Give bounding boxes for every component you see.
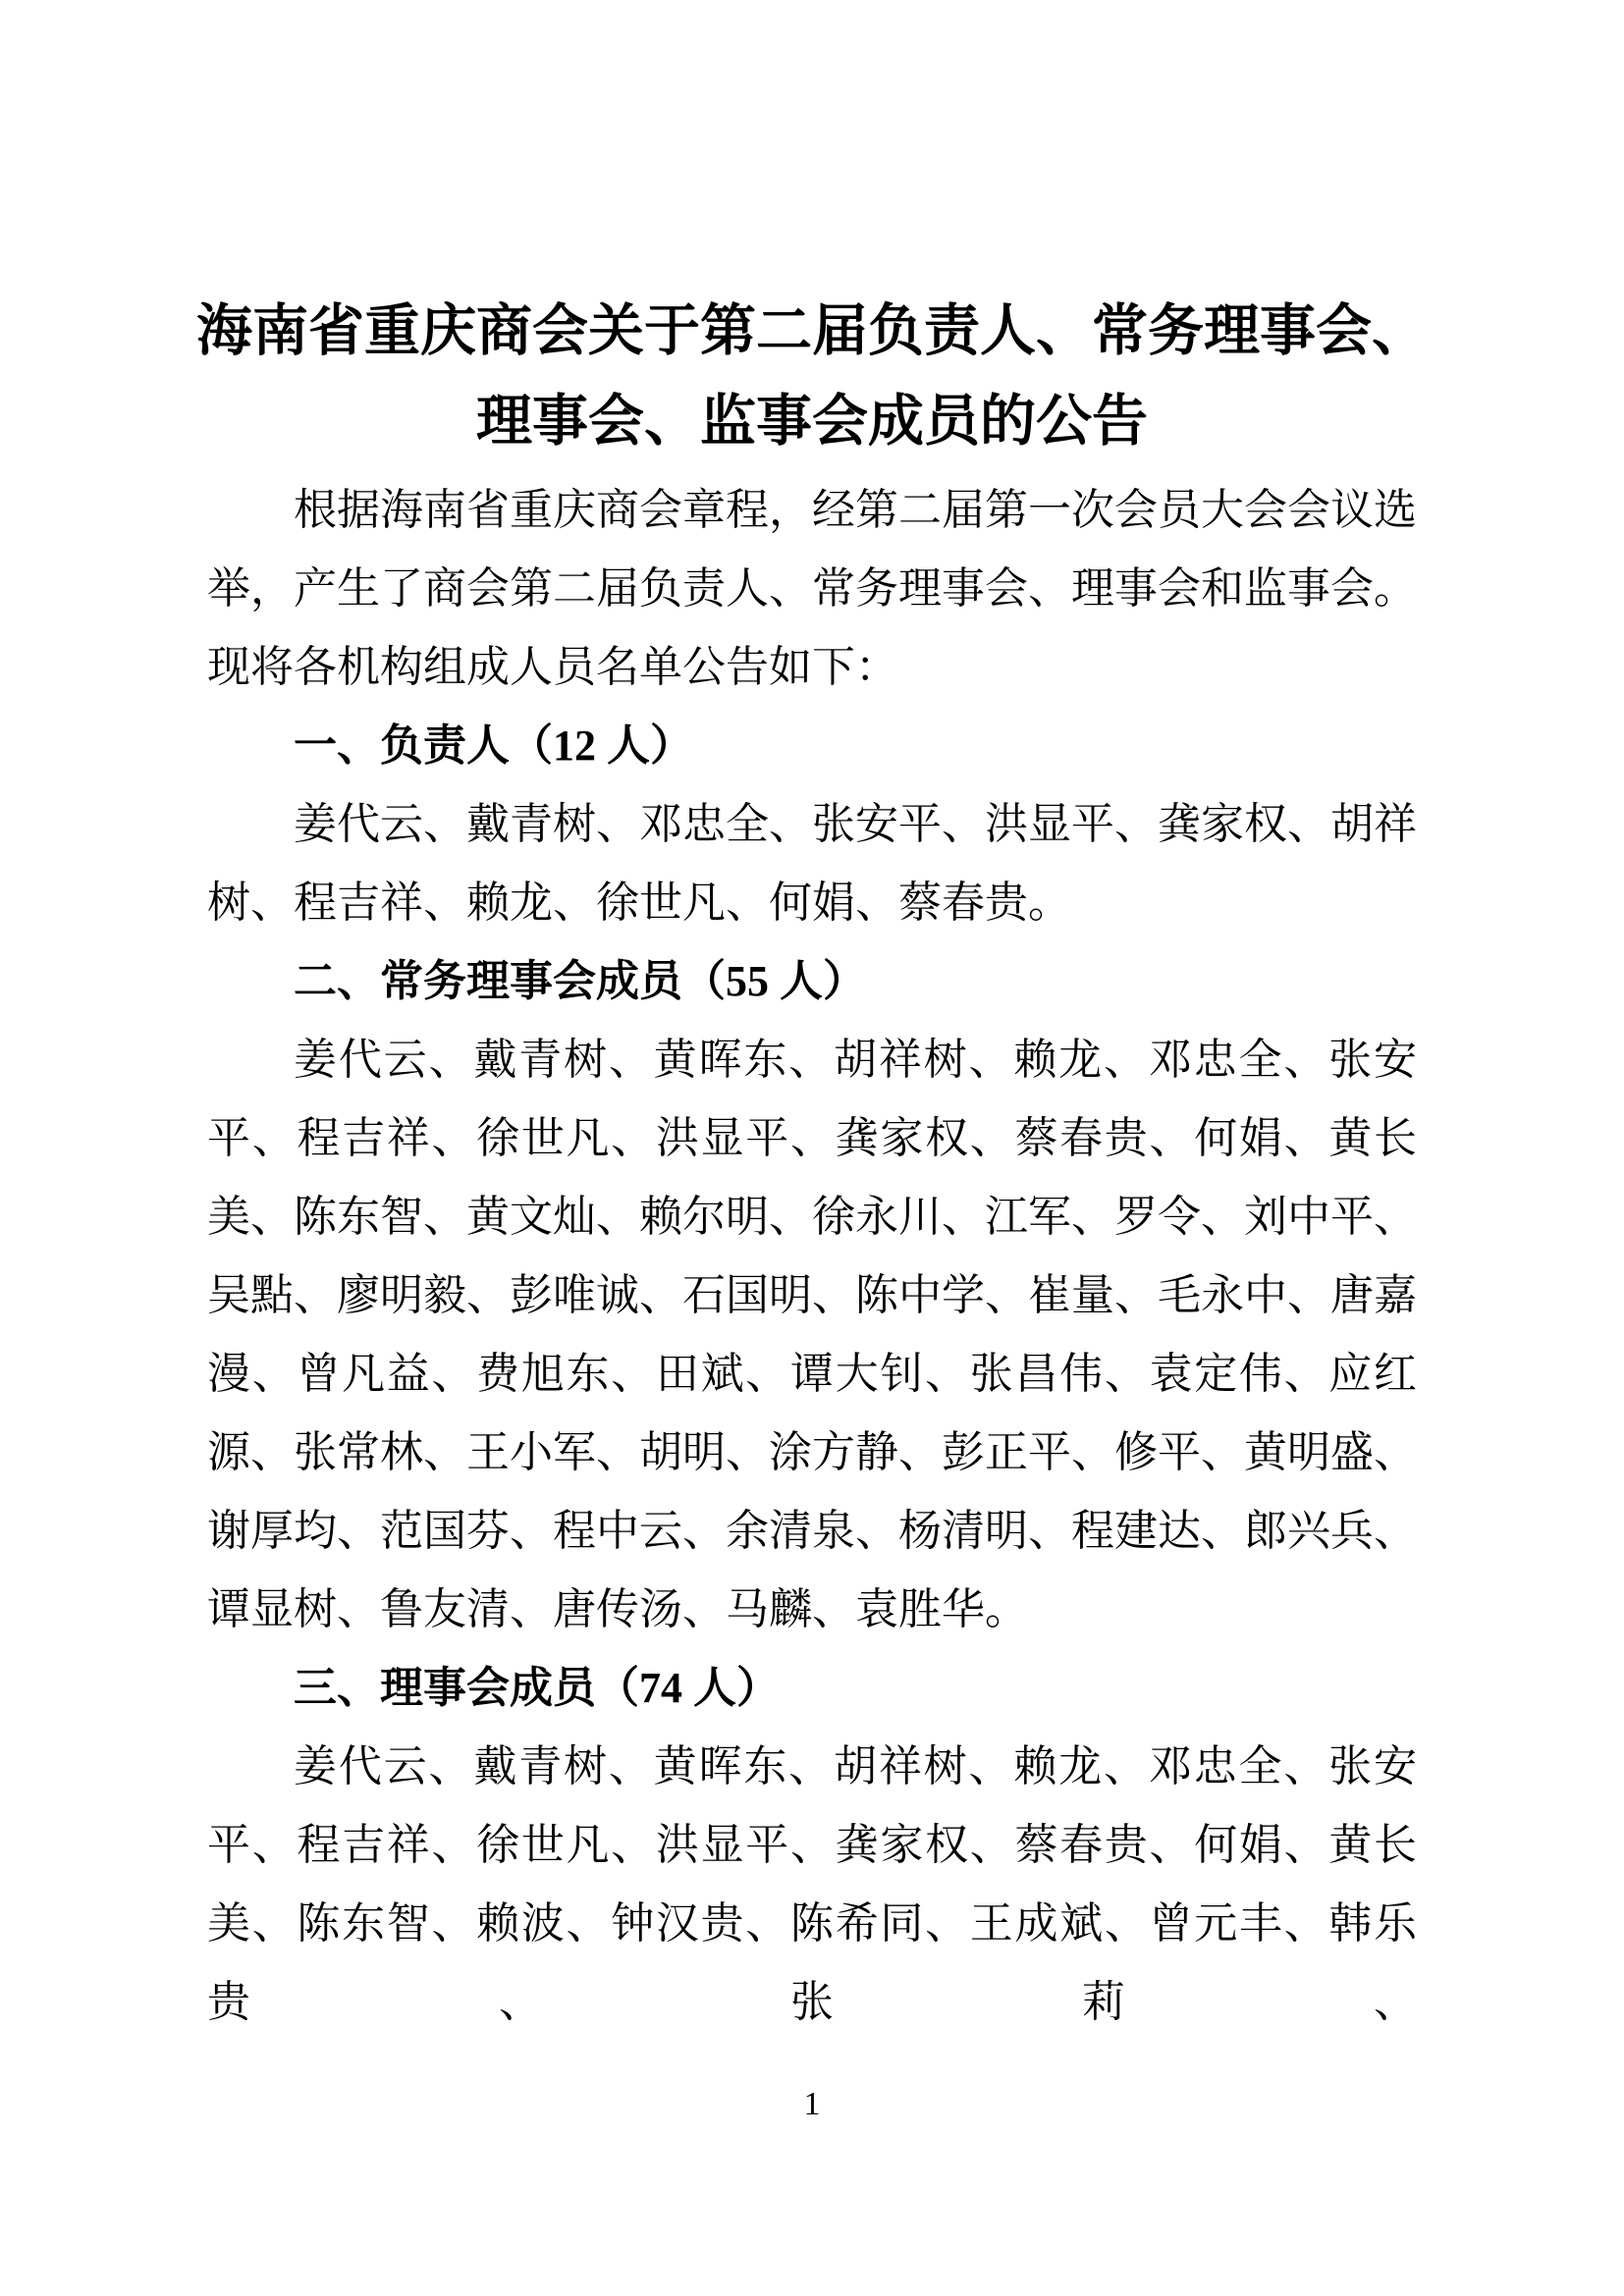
document-title-line-2: 理事会、监事会成员的公告 xyxy=(476,391,1148,453)
section-2-members: 姜代云、戴青树、黄晖东、胡祥树、赖龙、邓忠全、张安平、程吉祥、徐世凡、洪显平、龚家权、蔡春贵、何娟、黄长美、陈东智、黄文灿、赖尔明、徐永川、江军、罗令、刘中平、吴點、廖明毅、彭唯诚、石国明、陈中学、崔量、毛永中、唐嘉漫、曾凡益、费旭东、田斌、谭大钊、张昌伟、袁定伟、应红源、张常林、王小军、胡明、涂方静、彭正平、修平、黄明盛、谢厚均、范国芬、程中云、余清泉、杨清明、程建达、郎兴兵、谭显树、鲁友清、唐传汤、马麟、袁胜华。 xyxy=(207,1036,1417,1633)
section-1-heading: 一、负责人（12 人） xyxy=(294,721,693,770)
section-3-members: 姜代云、戴青树、黄晖东、胡祥树、赖龙、邓忠全、张安平、程吉祥、徐世凡、洪显平、龚家权、蔡春贵、何娟、黄长美、陈东智、赖波、钟汉贵、陈希同、王成斌、曾元丰、韩乐贵、张莉、 xyxy=(207,1742,1417,2026)
intro-paragraph: 根据海南省重庆商会章程，经第二届第一次会员大会会议选举，产生了商会第二届负责人、常务理事会、理事会和监事会。现将各机构组成人员名单公告如下： xyxy=(207,486,1417,691)
page-number: 1 xyxy=(803,2086,821,2122)
document-title xyxy=(147,287,1477,467)
section-3-heading: 三、理事会成员（74 人） xyxy=(294,1664,780,1712)
section-2-heading: 二、常务理事会成员（55 人） xyxy=(294,957,866,1005)
document-title-line-1: 海南省重庆商会关于第二届负责人、常务理事会、 xyxy=(196,300,1428,362)
section-1-members: 姜代云、戴青树、邓忠全、张安平、洪显平、龚家权、胡祥树、程吉祥、赖龙、徐世凡、何娟、蔡春贵。 xyxy=(207,800,1417,927)
document-body xyxy=(207,471,1417,2042)
